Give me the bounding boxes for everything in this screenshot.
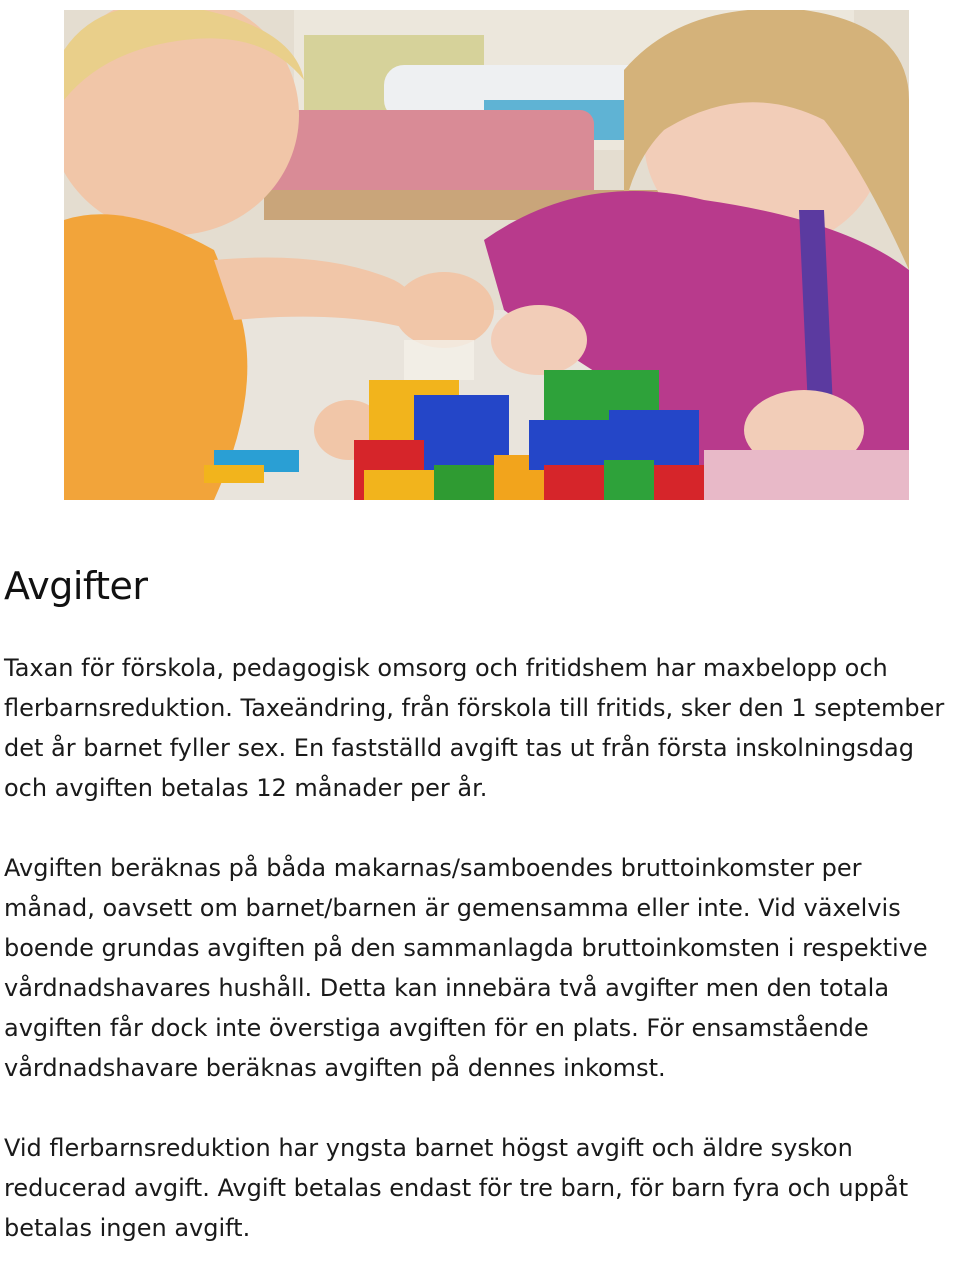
photo-block-clear — [404, 340, 474, 380]
paragraph-fee-cap: Taxan för förskola, pedagogisk omsorg och fritidshem har maxbelopp och flerbarnsreduktion. Taxeändring, från förskola till fritids, sker den 1 september det år barnet fyller sex. En fastställd avgift tas ut från första inskolningsdag och avgiften betalas 12 månader per år. — [4, 654, 945, 802]
photo-block-small-yellow — [204, 465, 264, 483]
hero-photo — [64, 10, 909, 500]
photo-block-red-right — [654, 465, 704, 500]
paragraph-sibling-reduction: Vid flerbarnsreduktion har yngsta barnet högst avgift och äldre syskon reducerad avgift. Avgift betalas endast för tre barn, för barn fyra och uppåt betalas ingen avgift. — [4, 1134, 909, 1242]
page-title: Avgifter — [4, 564, 148, 608]
photo-block-yellow-bottom — [364, 470, 444, 500]
photo-block-blue-mid — [529, 420, 609, 470]
photo-boy-hand — [394, 272, 494, 348]
children-playing-blocks-photo — [64, 10, 909, 500]
paragraph-fee-calculation: Avgiften beräknas på båda makarnas/samboendes bruttoinkomster per månad, oavsett om barnet/barnen är gemensamma eller inte. Vid växelvis boende grundas avgiften på den sammanlagda bruttoinkomsten i respektive vårdnadshavares hushåll. Detta kan innebära två avgifter men den totala avgiften får dock inte överstiga avgiften för en plats. För ensamstående vårdnadshavare beräknas avgiften på dennes inkomst. — [4, 854, 928, 1082]
photo-block-red-mid — [544, 465, 604, 500]
photo-girl-hand — [491, 305, 587, 375]
photo-block-green-right — [604, 460, 654, 500]
article-body — [4, 648, 954, 1288]
photo-girl-pants — [704, 450, 909, 500]
